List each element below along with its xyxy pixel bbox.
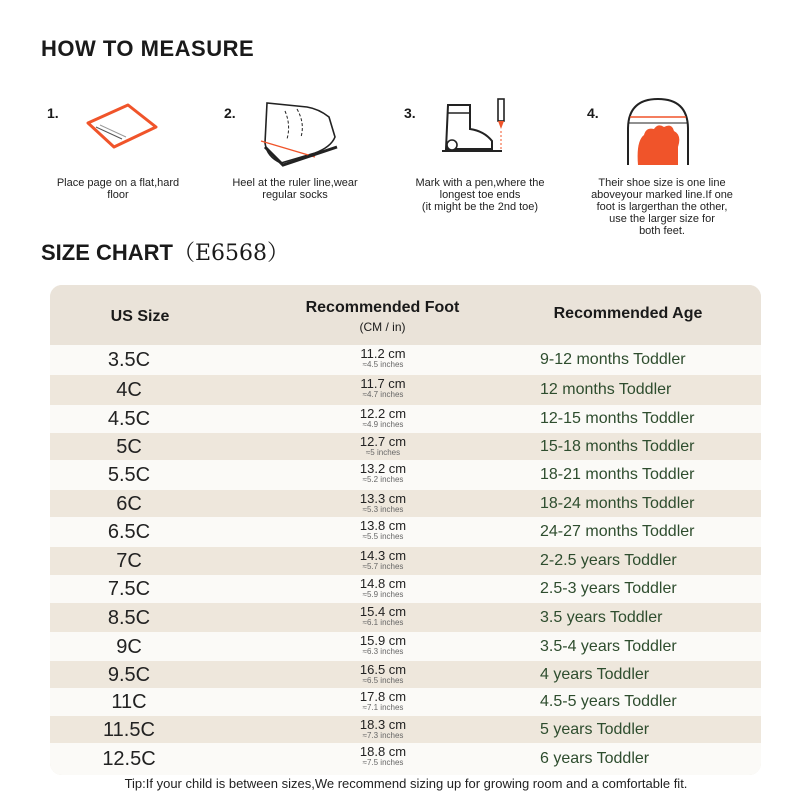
foot-length-cell — [283, 577, 483, 599]
step-3-text: Mark with a pen,where the longest toe ends (it might be the 2nd toe) — [415, 177, 545, 213]
table-row — [50, 716, 761, 743]
foot-length-inches: ≈5.2 inches — [362, 475, 404, 484]
step-2-text: Heel at the ruler line,wear regular socks — [232, 177, 358, 201]
foot-length-inches: ≈5.7 inches — [362, 562, 404, 571]
foot-length-inches: ≈7.1 inches — [362, 703, 404, 712]
foot-length-inches: ≈6.5 inches — [362, 676, 404, 685]
recommended-age-cell: 18-24 months Toddler — [540, 495, 695, 512]
recommended-age-cell: 12-15 months Toddler — [540, 410, 695, 427]
header-foot-unit: (CM / in) — [359, 320, 406, 334]
foot-length-inches: ≈7.3 inches — [362, 731, 404, 740]
paper-on-floor-icon — [78, 95, 188, 160]
header-age-label: Recommended Age — [553, 305, 703, 322]
how-to-measure-title: HOW TO MEASURE — [41, 36, 255, 61]
foot-length-cm: 12.2 cm — [359, 406, 407, 421]
header-foot-label: Recommended Foot — [305, 299, 460, 316]
foot-length-cm: 13.2 cm — [359, 461, 407, 476]
size-chart-title-text: SIZE CHART — [41, 240, 173, 265]
table-row — [50, 490, 761, 517]
table-row — [50, 345, 761, 375]
foot-length-cell — [283, 407, 483, 429]
recommended-age-cell: 2-2.5 years Toddler — [540, 552, 677, 569]
recommended-age-cell: 4.5-5 years Toddler — [540, 693, 677, 710]
foot-length-cm: 17.8 cm — [359, 689, 407, 704]
recommended-age-cell: 4 years Toddler — [540, 666, 650, 683]
foot-length-inches: ≈7.5 inches — [362, 758, 404, 767]
recommended-age-cell: 2.5-3 years Toddler — [540, 580, 677, 597]
table-header — [50, 285, 761, 345]
sizing-tip: Tip:If your child is between sizes,We recommend sizing up for growing room and a comfortable fit. — [124, 776, 688, 791]
step-number: 4. — [587, 105, 599, 121]
foot-length-cell — [283, 492, 483, 514]
step-1-text: Place page on a flat,hard floor — [56, 177, 180, 201]
step-number: 1. — [47, 105, 59, 121]
foot-length-inches: ≈5.3 inches — [362, 505, 404, 514]
step-4 — [572, 95, 752, 245]
foot-length-cell — [283, 718, 483, 740]
foot-length-cell — [283, 549, 483, 571]
foot-length-cell — [283, 634, 483, 656]
header-us-size — [60, 308, 220, 326]
table-row — [50, 632, 761, 661]
step-4-text: Their shoe size is one line aboveyour marked line.If one foot is largerthan the other, use the larger size for both feet. — [591, 177, 733, 237]
us-size-cell: 7.5C — [107, 578, 151, 600]
foot-length-cell — [283, 605, 483, 627]
us-size-cell: 6.5C — [107, 521, 151, 543]
foot-length-inches: ≈5.9 inches — [362, 590, 404, 599]
foot-length-inches: ≈4.9 inches — [362, 420, 404, 429]
us-size-cell: 8.5C — [107, 607, 151, 629]
foot-length-cell — [283, 663, 483, 685]
foot-length-cm: 13.8 cm — [359, 518, 407, 533]
foot-length-cell — [283, 519, 483, 541]
us-size-cell: 11.5C — [103, 719, 155, 741]
foot-length-cm: 15.9 cm — [359, 633, 407, 648]
foot-length-cm: 15.4 cm — [359, 604, 407, 619]
foot-length-cell — [283, 745, 483, 767]
us-size-cell: 6C — [116, 493, 142, 515]
table-row — [50, 517, 761, 547]
recommended-age-cell: 12 months Toddler — [540, 381, 672, 398]
us-size-cell: 7C — [116, 550, 142, 572]
header-recommended-age — [530, 305, 726, 323]
foot-and-pen-icon — [436, 95, 516, 160]
table-row — [50, 405, 761, 433]
foot-length-cm: 13.3 cm — [359, 491, 407, 506]
recommended-age-cell: 3.5 years Toddler — [540, 609, 663, 626]
foot-length-cm: 12.7 cm — [359, 434, 407, 449]
table-row — [50, 661, 761, 688]
foot-length-inches: ≈5 inches — [365, 448, 401, 457]
us-size-cell: 9C — [116, 636, 142, 658]
recommended-age-cell: 5 years Toddler — [540, 721, 650, 738]
foot-length-inches: ≈6.1 inches — [362, 618, 404, 627]
step-number: 2. — [224, 105, 236, 121]
header-recommended-foot — [270, 299, 495, 334]
table-row — [50, 603, 761, 632]
socked-foot-heel-icon — [257, 95, 347, 170]
table-row — [50, 375, 761, 405]
us-size-cell: 4C — [116, 379, 142, 401]
foot-length-cm: 11.7 cm — [360, 376, 406, 391]
style-code: （E6568） — [173, 241, 290, 266]
recommended-age-cell: 24-27 months Toddler — [540, 523, 695, 540]
size-chart-title — [41, 236, 289, 267]
table-row — [50, 743, 761, 775]
table-row — [50, 547, 761, 575]
step-3 — [390, 95, 570, 245]
size-chart-table — [50, 285, 761, 775]
foot-length-inches: ≈6.3 inches — [362, 647, 404, 656]
us-size-cell: 4.5C — [107, 408, 151, 430]
us-size-cell: 3.5C — [107, 349, 151, 371]
foot-length-cell — [283, 347, 483, 369]
foot-length-inches: ≈4.7 inches — [362, 390, 404, 399]
foot-length-cm: 14.3 cm — [359, 548, 407, 563]
foot-length-cm: 11.2 cm — [360, 346, 406, 361]
header-us-size-label: US Size — [110, 308, 170, 325]
foot-length-cell — [283, 435, 483, 457]
foot-length-cm: 14.8 cm — [359, 576, 407, 591]
table-row — [50, 688, 761, 716]
table-row — [50, 433, 761, 460]
us-size-cell: 11C — [111, 691, 147, 713]
table-row — [50, 575, 761, 603]
step-1 — [28, 95, 208, 245]
recommended-age-cell: 3.5-4 years Toddler — [540, 638, 677, 655]
step-number: 3. — [404, 105, 416, 121]
foot-length-inches: ≈4.5 inches — [362, 360, 404, 369]
foot-length-cell — [283, 462, 483, 484]
measure-steps — [0, 95, 800, 245]
recommended-age-cell: 18-21 months Toddler — [540, 466, 695, 483]
recommended-age-cell: 9-12 months Toddler — [540, 351, 686, 368]
table-row — [50, 460, 761, 490]
foot-length-cell — [283, 377, 483, 399]
foot-length-cell — [283, 690, 483, 712]
us-size-cell: 12.5C — [102, 748, 156, 770]
us-size-cell: 9.5C — [107, 664, 151, 686]
foot-length-cm: 18.8 cm — [359, 744, 407, 759]
recommended-age-cell: 6 years Toddler — [540, 750, 650, 767]
recommended-age-cell: 15-18 months Toddler — [540, 438, 695, 455]
foot-length-inches: ≈5.5 inches — [362, 532, 404, 541]
step-2 — [205, 95, 385, 245]
toe-on-lines-icon — [622, 95, 694, 170]
us-size-cell: 5C — [116, 436, 142, 458]
us-size-cell: 5.5C — [107, 464, 151, 486]
foot-length-cm: 18.3 cm — [359, 717, 407, 732]
foot-length-cm: 16.5 cm — [359, 662, 407, 677]
